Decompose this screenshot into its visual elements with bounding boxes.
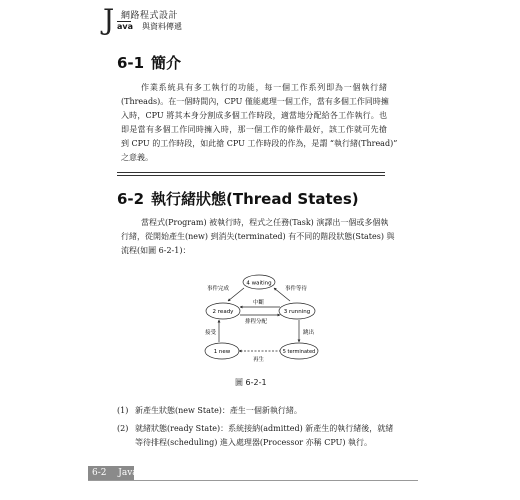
section-divider xyxy=(117,175,385,176)
label-spawn: 再生 xyxy=(253,357,265,363)
paragraph-line: 到 CPU 的工作時段，如此搶 CPU 工作時段的作為，是謂 “執行緒(Thread)” xyxy=(121,139,398,148)
list-item-line: 等待排程(scheduling) 進入處理器(Processor 亦稱 CPU) 執行。 xyxy=(135,438,372,447)
label-exit: 跳出 xyxy=(303,330,315,336)
thread-state-diagram xyxy=(195,270,325,370)
label-interrupt: 中斷 xyxy=(253,300,265,306)
paragraph-line: 之意義。 xyxy=(121,153,153,162)
section-title: 執行緒狀態(Thread States) xyxy=(151,190,359,208)
paragraph-line: (Threads)。在一個時間內，CPU 僅能處理一個工作，當有多個工作同時擁 xyxy=(121,97,389,106)
paragraph-line: 行緒，從開始產生(new) 到消失(terminated) 有不同的階段狀態(States) 與 xyxy=(121,232,395,241)
section-number: 6-1 xyxy=(117,54,145,72)
header-logo-letter: J xyxy=(103,3,115,36)
list-item-line: 就緒狀態(ready State)：系統接納(admitted) 新產生的執行緒後，就緒 xyxy=(135,424,394,433)
list-item-number: (1) xyxy=(117,406,129,415)
footer-page-number: 6-2 xyxy=(92,468,107,478)
header-book-subtitle: 與資料傳遞 xyxy=(142,22,182,31)
figure-caption: 圖 6-2-1 xyxy=(235,378,267,387)
section-heading-6-1 xyxy=(117,54,181,72)
section-divider xyxy=(117,172,385,173)
footer-rule xyxy=(88,480,418,481)
node-new-label: 1 new xyxy=(213,349,231,355)
section-heading-6-2 xyxy=(117,190,359,208)
node-waiting-label: 4 waiting xyxy=(246,280,272,287)
paragraph-line: 作業系統具有多工執行的功能，每一個工作系列即為一個執行緒 xyxy=(141,83,387,92)
paragraph-line: 流程(如圖 6-2-1)： xyxy=(121,246,191,255)
paragraph-line: 當程式(Program) 被執行時，程式之任務(Task) 演譯出一個或多個執 xyxy=(141,218,389,227)
list-item-line: 新產生狀態(new State)：產生一個新執行緒。 xyxy=(135,406,302,415)
footer-page-label xyxy=(92,467,138,479)
paragraph-line: 即是當有多個工作同時擁入時，那一個工作的條件最好，該工作就可先搶 xyxy=(121,125,387,134)
node-running-label: 3 running xyxy=(283,309,311,315)
header-java: ava xyxy=(117,22,134,31)
node-terminated-label: 5 terminated xyxy=(282,349,316,355)
header-book-title: 網路程式設計 xyxy=(121,11,179,21)
edge-waiting-ready xyxy=(228,288,244,301)
label-schedule: 排程分配 xyxy=(245,319,268,325)
node-ready-label: 2 ready xyxy=(212,309,234,315)
label-admit: 接受 xyxy=(205,330,217,336)
list-item-number: (2) xyxy=(117,424,129,433)
section-number: 6-2 xyxy=(117,190,145,208)
section-title: 簡介 xyxy=(151,54,182,72)
label-event-done: 事件完成 xyxy=(207,286,230,292)
label-event-wait: 事件等待 xyxy=(285,286,308,292)
footer-book-label: Java xyxy=(118,468,138,478)
paragraph-line: 入時，CPU 將其本身分割成多個工作時段，適當地分配給各工作執行。也 xyxy=(121,111,387,120)
